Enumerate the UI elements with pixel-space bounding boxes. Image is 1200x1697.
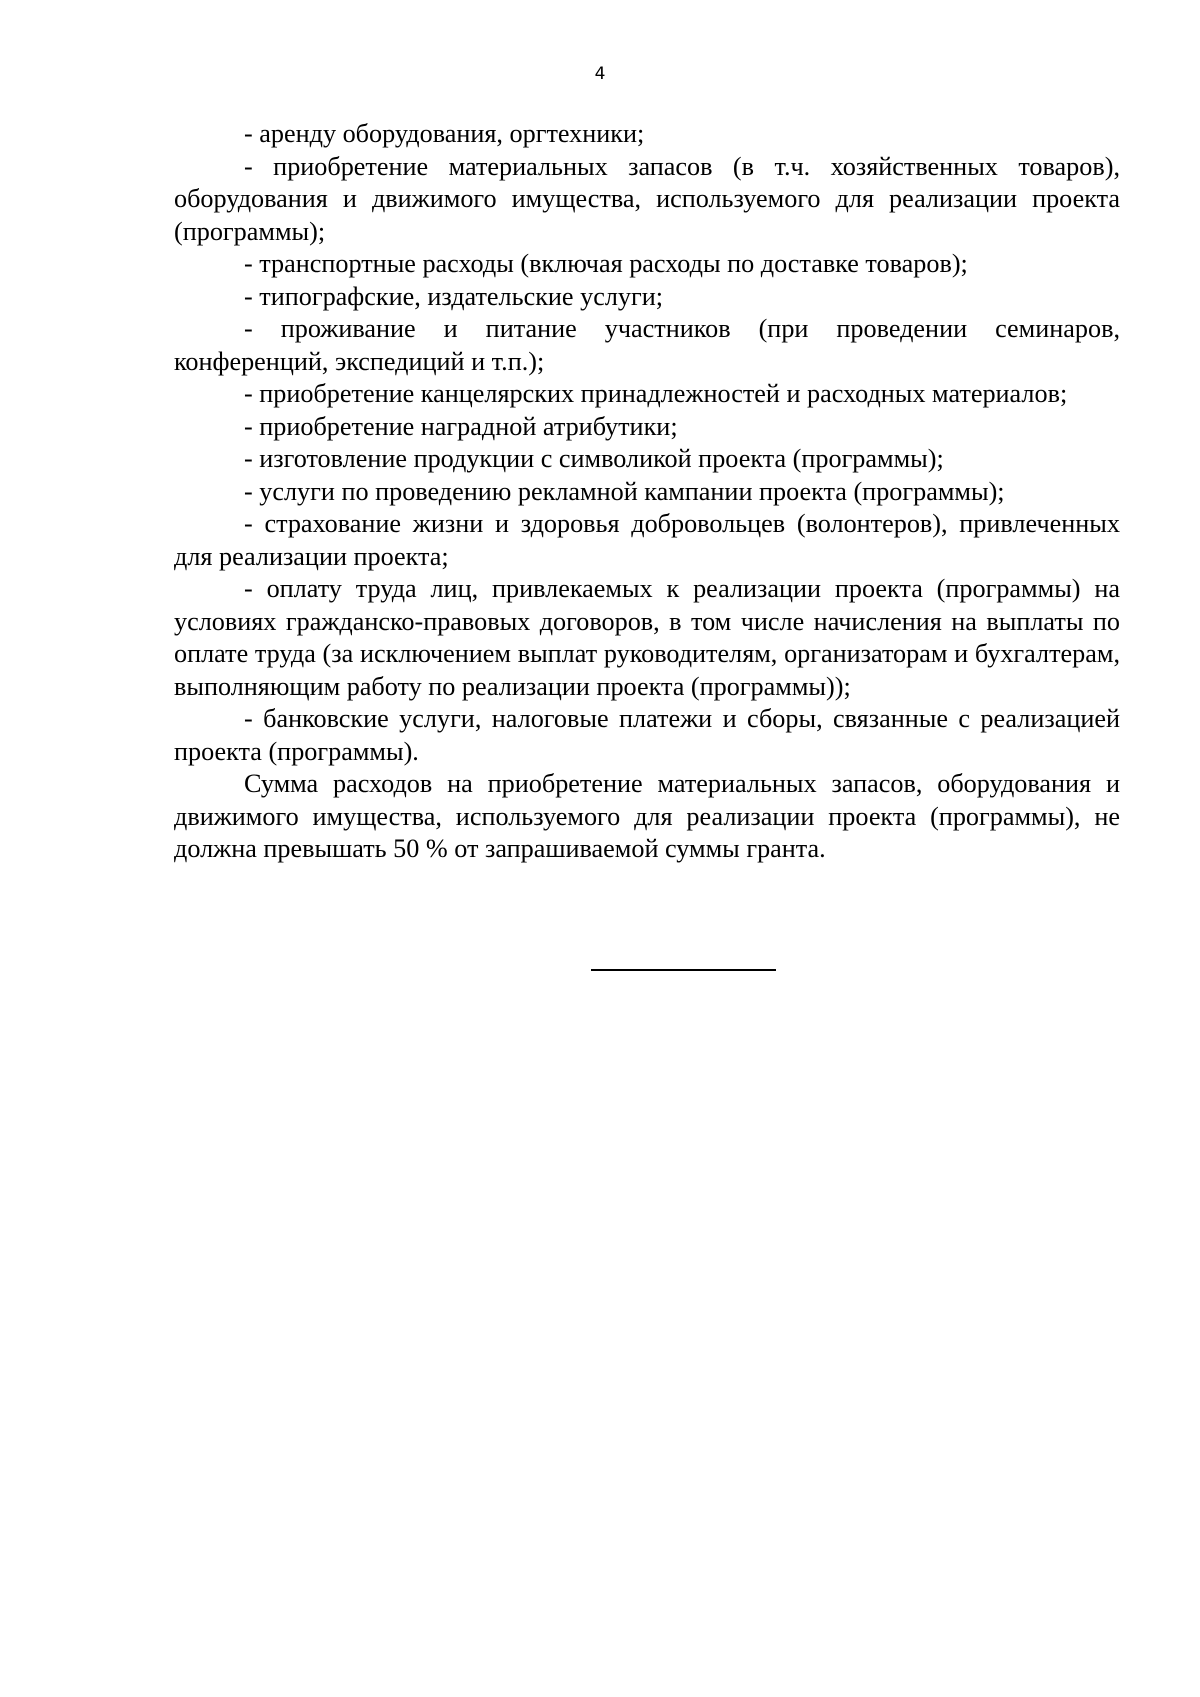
list-item: - проживание и питание участников (при проведении семинаров, конференций, экспедиций и т.п.); <box>174 314 1120 376</box>
list-item: - транспортные расходы (включая расходы по доставке товаров); <box>244 249 968 278</box>
list-item: - приобретение канцелярских принадлежностей и расходных материалов; <box>244 379 1068 408</box>
document-body <box>174 118 1120 866</box>
list-item: - приобретение материальных запасов (в т.ч. хозяйственных товаров), оборудования и движимого имущества, используемого для реализации проекта (программы); <box>174 151 1120 246</box>
list-item: - аренду оборудования, оргтехники; <box>244 119 645 148</box>
end-separator-line <box>591 969 776 971</box>
list-item: - изготовление продукции с символикой проекта (программы); <box>244 444 944 473</box>
list-item: - оплату труда лиц, привлекаемых к реализации проекта (программы) на условиях гражданско-правовых договоров, в том числе начисления на выплаты по оплате труда (за исключением выплат руководителям, организаторам и бухгалтерам, выполняющим работу по реализации проекта (программы)); <box>174 574 1120 701</box>
list-item: - приобретение наградной атрибутики; <box>244 411 678 441</box>
list-item: - типографские, издательские услуги; <box>244 281 664 311</box>
list-item: - страхование жизни и здоровья добровольцев (волонтеров), привлеченных для реализации проекта; <box>174 509 1120 571</box>
list-item: - банковские услуги, налоговые платежи и сборы, связанные с реализацией проекта (программы). <box>174 704 1120 766</box>
list-item: - услуги по проведению рекламной кампании проекта (программы); <box>244 476 1005 506</box>
page-number: 4 <box>594 64 606 84</box>
closing-paragraph: Сумма расходов на приобретение материальных запасов, оборудования и движимого имущества, используемого для реализации проекта (программы), не должна превышать 50 % от запрашиваемой суммы гранта. <box>174 769 1120 863</box>
